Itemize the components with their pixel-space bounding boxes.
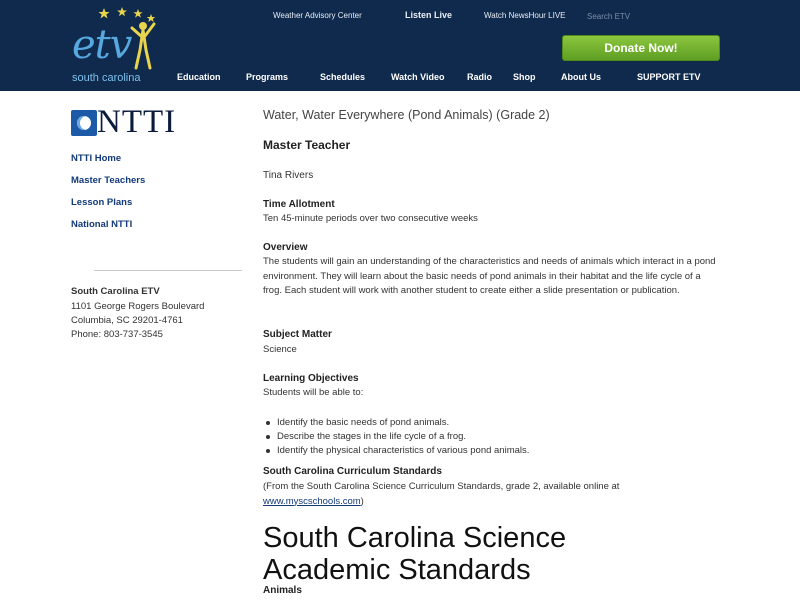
address-name: South Carolina ETV <box>71 286 160 297</box>
animals-heading: Animals <box>263 585 302 596</box>
learning-objectives-heading: Learning Objectives <box>263 373 359 384</box>
sidebar-item-ntti-home[interactable]: NTTI Home <box>71 153 122 164</box>
list-item: Identify the physical characteristics of various pond animals. <box>263 444 529 458</box>
search-box <box>587 6 720 21</box>
sidebar-item-master-teachers[interactable]: Master Teachers <box>71 175 146 186</box>
weather-link[interactable]: Weather Advisory Center <box>273 11 362 20</box>
ntti-logo[interactable] <box>71 106 191 138</box>
subject-matter-text: Science <box>263 344 297 355</box>
nav-support-etv[interactable]: SUPPORT ETV <box>637 72 701 82</box>
address-street: 1101 George Rogers Boulevard <box>71 301 205 312</box>
ntti-mark-icon <box>71 110 97 136</box>
sidebar-item-national-ntti[interactable]: National NTTI <box>71 219 133 230</box>
nav-education[interactable]: Education <box>177 72 221 82</box>
search-input[interactable] <box>587 9 705 24</box>
nav-schedules[interactable]: Schedules <box>320 72 366 82</box>
standards-heading: South Carolina Curriculum Standards <box>263 466 442 477</box>
standards-title <box>263 522 566 586</box>
standards-text <box>263 480 718 509</box>
time-allotment-text: Ten 45-minute periods over two consecutive weeks <box>263 213 478 224</box>
address-phone: Phone: 803-737-3545 <box>71 329 163 340</box>
listen-live-link[interactable]: Listen Live <box>405 10 453 20</box>
list-item: Describe the stages in the life cycle of a frog. <box>263 430 529 444</box>
nav-about-us[interactable]: About Us <box>561 72 601 82</box>
standards-intro: (From the South Carolina Science Curriculum Standards, grade 2, available online at <box>263 481 620 492</box>
ntti-logo-text: NTTI <box>97 104 177 140</box>
figure-icon <box>128 20 158 70</box>
logo-subtitle: south carolina <box>72 72 141 84</box>
logo-etv-text: etv <box>72 22 132 68</box>
address-city: Columbia, SC 29201-4761 <box>71 315 183 326</box>
time-allotment-heading: Time Allotment <box>263 199 335 210</box>
subject-matter-heading: Subject Matter <box>263 329 332 340</box>
overview-text: The students will gain an understanding of the characteristics and needs of animals which interact in a pond environment. They will learn about the basic needs of pond animals in their habitat and the life cycle of a frog. Each student will work with another student to create either a slide presentation or publication. <box>263 256 716 296</box>
nav-watch-video[interactable]: Watch Video <box>391 72 445 82</box>
master-teacher-heading: Master Teacher <box>263 138 351 152</box>
standards-close: ) <box>360 495 364 507</box>
nav-programs[interactable]: Programs <box>246 72 289 82</box>
site-header <box>0 0 800 91</box>
etv-logo[interactable] <box>68 4 168 86</box>
page-title: Water, Water Everywhere (Pond Animals) (Grade 2) <box>263 108 550 122</box>
list-item: Identify the basic needs of pond animals. <box>263 416 529 430</box>
objectives-list <box>263 416 529 458</box>
nav-radio[interactable]: Radio <box>467 72 493 82</box>
sidebar-item-lesson-plans[interactable]: Lesson Plans <box>71 197 133 208</box>
nav-shop[interactable]: Shop <box>513 72 536 82</box>
standards-title-line1: South Carolina Science <box>263 522 567 554</box>
learning-objectives-intro: Students will be able to: <box>263 387 364 398</box>
overview-heading: Overview <box>263 242 308 253</box>
standards-title-line2: Academic Standards <box>263 554 531 586</box>
master-teacher-name: Tina Rivers <box>263 170 314 181</box>
myscschools-link[interactable]: www.myscschools.com <box>263 495 361 507</box>
donate-button[interactable]: Donate Now! <box>562 35 720 61</box>
sidebar-divider <box>94 270 242 271</box>
newshour-link[interactable]: Watch NewsHour LIVE <box>484 11 566 20</box>
